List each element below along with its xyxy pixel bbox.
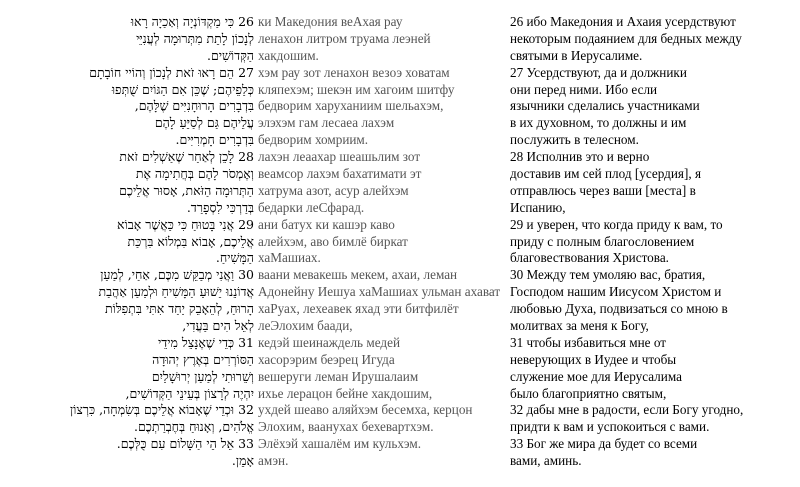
- hebrew-text-line: כְּלַפֵיהֶם; שֶׁכֵּן אִם הַגּוֹיִם שֻׁתְּפוּ: [111, 81, 254, 97]
- transliteration-text-line: элэхэм гам лесаеа лахэм: [258, 115, 395, 131]
- hebrew-text-line: 32 וּכְדֵי שֶׁאָבוֹא אֲלֵיכֶם בְּשִׂמְחָה, כִּרְצוֹן: [69, 402, 254, 418]
- hebrew-text-line: בְּדַרְכִּי לִסְפָרַד.: [186, 199, 254, 215]
- russian-text-line: послужить в телесном.: [510, 132, 639, 148]
- russian-text-line: отправлюсь через ваши [места] в: [510, 182, 696, 198]
- transliteration-text-line: лахэн леаахар шеашьлим зот: [258, 149, 421, 165]
- transliteration-text-line: алейхэм, аво бимлё биркат: [258, 233, 408, 249]
- hebrew-text-line: יִהְיֶה לְרָצוֹן בְּעֵינֵי הַקְּדוֹשִׁים,: [125, 385, 254, 401]
- hebrew-text-line: הַתְּרוּמָה הַזֹּאת, אָסוּר אֲלֵיכֶם: [119, 182, 254, 198]
- hebrew-text-line: וְאֶמְסֹר לָהֶם בְּחֲתִימָה אֶת: [135, 166, 254, 182]
- hebrew-text-line: הָרוּחַ, לְהֵאָבֵק יַחַד אִתִּי בִּתְפִלּוֹת: [105, 301, 254, 317]
- transliteration-text-line: кедэй шеинаждель медей: [258, 334, 400, 350]
- transliteration-text-line: ваани мевакешь мекем, ахаи, леман: [258, 267, 458, 283]
- transliteration-column: [258, 14, 502, 470]
- russian-text-line: язычники сделались участниками: [510, 98, 700, 114]
- transliteration-text-line: ленахон литром труама леэней: [258, 30, 431, 46]
- russian-text-line: 28 Исполнив это и верно: [510, 149, 650, 165]
- hebrew-text-line: אֱלֹהִים, וְאָנוּחַ בְּחֶבְרַתְכֶם.: [134, 419, 254, 435]
- russian-text-line: они перед ними. Ибо если: [510, 81, 658, 97]
- russian-text-line: 30 Между тем умоляю вас, братия,: [510, 267, 706, 283]
- hebrew-text-line: אָמֵן.: [231, 453, 254, 469]
- transliteration-text-line: ихье лерацон бейне хакдошим,: [258, 385, 433, 401]
- russian-text-line: 26 ибо Македония и Ахаия усердствуют: [510, 14, 736, 29]
- hebrew-text-line: אֲדוֹנֵנוּ יֵשׁוּעַ הַמָּשִׁיחַ וּלְמַעַן אַהֲבַת: [98, 284, 254, 300]
- hebrew-text-line: לְאֵל הִים בַּעֲדִי,: [182, 318, 254, 334]
- transliteration-text-line: бедарки леСфарад.: [258, 199, 365, 215]
- russian-text-line: некоторым подаянием для бедных между: [510, 30, 742, 46]
- hebrew-text-line: אֲלֵיכֶם, אָבוֹא בִּמְלוֹא בִּרְכַּת: [127, 233, 254, 249]
- transliteration-text-line: вешеруги леман Ирушалаим: [258, 368, 419, 384]
- russian-text-line: служение мое для Иерусалима: [510, 368, 682, 384]
- russian-text-line: благовествования Христова.: [510, 250, 669, 266]
- russian-text-line: вами, аминь.: [510, 453, 582, 469]
- hebrew-text-line: 29 אֲנִי בָּטוּחַ כִּי כַּאֲשֶׁר אָבוֹא: [117, 216, 254, 232]
- russian-text-line: 27 Усердствуют, да и должники: [510, 64, 687, 80]
- transliteration-text-line: хакдошим.: [258, 47, 319, 63]
- hebrew-text-line: הַקְּדוֹשִׁים.: [207, 47, 254, 63]
- russian-text-line: 33 Бог же мира да будет со всеми: [510, 436, 698, 452]
- transliteration-text-line: ки Македония веАхая рау: [258, 14, 403, 29]
- russian-text-line: приду с полным благословением: [510, 233, 695, 249]
- hebrew-text-line: הַסּוֹרְרִים בְּאֶרֶץ יְהוּדָה: [152, 351, 254, 367]
- transliteration-text-line: бедворим хомриим.: [258, 132, 369, 148]
- hebrew-text-line: 26 כִּי מַקְדּוֹנְיָה וְאַכַיָה רָאוּ: [130, 14, 254, 29]
- hebrew-text-line: לְנָכוֹן לָתֵת מִתְּרוּמָה לְעֲנִיֵּי: [136, 30, 254, 46]
- russian-text-line: доставив им сей плод [усердия], я: [510, 166, 702, 182]
- hebrew-text-line: 28 לָכֵן לְאַחַר שֶׁאַשְׁלִים זֹאת: [119, 149, 254, 165]
- transliteration-text-line: кляпехэм; шекэн им хагоим шитфу: [258, 81, 455, 97]
- russian-text-line: было благоприятно святым,: [510, 385, 667, 401]
- russian-text-line: неверующих в Иудее и чтобы: [510, 351, 677, 367]
- hebrew-text-line: עֲלֵיהֶם גַּם לְסַיֵּעַ לָהֶם: [154, 115, 254, 131]
- transliteration-text-line: амэн.: [258, 453, 289, 469]
- hebrew-text-line: הַמָּשִׁיחַ.: [215, 250, 254, 266]
- transliteration-text-line: Адонейну Иешуа хаМашиах ульман ахават: [258, 284, 501, 300]
- hebrew-text-line: 33 אֵל הֵי הַשָּׁלוֹם עִם כֻּלְּכֶם.: [116, 436, 254, 452]
- russian-text-line: святыми в Иерусалиме.: [510, 47, 643, 63]
- russian-text-line: 32 дабы мне в радости, если Богу угодно,: [510, 402, 744, 418]
- russian-text-line: Господом нашим Иисусом Христом и: [510, 284, 722, 300]
- transliteration-text-line: Элохим, ваанухах бехевартхэм.: [258, 419, 434, 435]
- hebrew-text-line: בִּדְבָרִים הָרוּחָנִיִּים שֶׁלָּהֶם,: [134, 98, 254, 114]
- transliteration-text-line: веамсор лахэм бахатимати эт: [258, 166, 422, 182]
- hebrew-text-line: 27 הֵם רָאוּ זֹאת לְנָכוֹן וְהוֹיי חוֹבָתָם: [89, 64, 254, 80]
- russian-text-line: 31 чтобы избавиться мне от: [510, 334, 667, 350]
- hebrew-column: [8, 14, 254, 470]
- russian-column: [510, 14, 796, 470]
- transliteration-text-line: ухдей шеаво аляйхэм бесемха, керцон: [258, 402, 473, 418]
- transliteration-text-line: хатрума азот, асур алейхэм: [258, 182, 409, 198]
- transliteration-text-line: хасорэрим беэрец Игуда: [258, 351, 395, 367]
- transliteration-text-line: бедворим харуханиим шельахэм,: [258, 98, 444, 114]
- russian-text-line: 29 и уверен, что когда приду к вам, то: [510, 216, 723, 232]
- hebrew-text-line: 31 כְּדֵי שֶׁאֶנָּצֵל מִידֵי: [157, 334, 254, 350]
- transliteration-text-line: хаРуах, лехеавек яхад эти битфилёт: [258, 301, 459, 317]
- russian-text-line: Испанию,: [510, 199, 566, 215]
- russian-text-line: придти к вам и успокоиться с вами.: [510, 419, 710, 435]
- russian-text-line: любовью Духа, подвизаться со мною в: [510, 301, 728, 317]
- transliteration-text-line: Элёхэй хашалём им кульхэм.: [258, 436, 422, 452]
- transliteration-text-line: леЭлохим баади,: [258, 318, 353, 334]
- hebrew-text-line: 30 וַאֲנִי מְבַקֵּשׁ מִכֶּם, אַחַי, לְמַעַן: [100, 267, 254, 283]
- russian-text-line: молитвах за меня к Богу,: [510, 318, 649, 334]
- hebrew-text-line: בִּדְבָרִים חָמְרִיִּים.: [175, 132, 254, 148]
- russian-text-line: в их духовном, то должны и им: [510, 115, 687, 131]
- transliteration-text-line: ани батух ки кашэр каво: [258, 216, 395, 232]
- transliteration-text-line: хаМашиах.: [258, 250, 321, 266]
- hebrew-text-line: וְשֵׁרוּתִי לְמַעַן יְרוּשָׁלַיִם: [151, 368, 254, 384]
- transliteration-text-line: хэм рау зот ленахон везоэ ховатам: [258, 64, 450, 80]
